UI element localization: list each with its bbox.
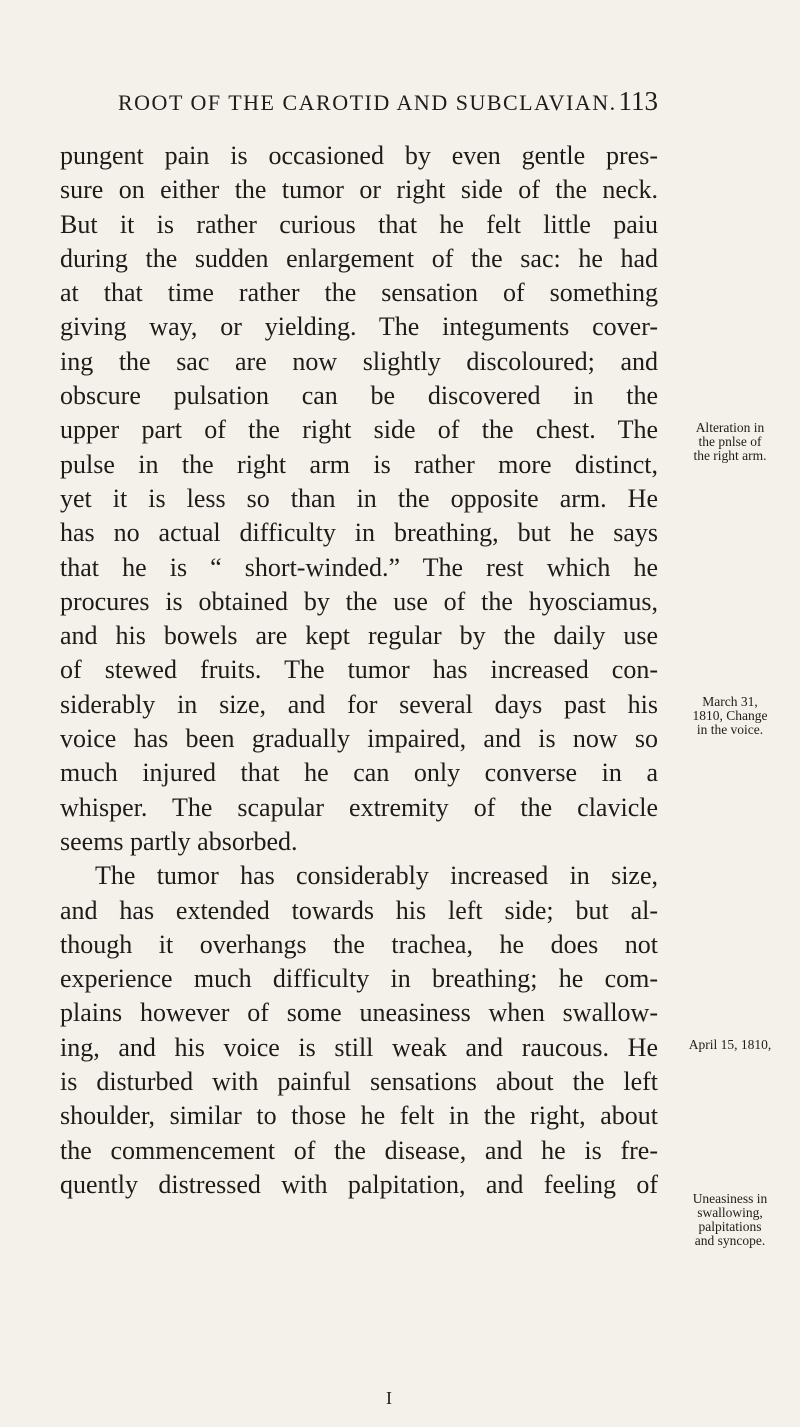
text-line: and his bowels are kept regular by the daily use	[60, 621, 658, 651]
text-line: pulse in the right arm is rather more distinct,	[60, 449, 658, 479]
margin-note-march	[662, 695, 798, 737]
text-line: quently distressed with palpitation, and feeling of	[60, 1169, 658, 1199]
text-line: The tumor has considerably increased in size,	[95, 861, 658, 891]
margin-note-april	[660, 1038, 800, 1052]
text-line: at that time rather the sensation of something	[60, 278, 658, 308]
text-line: has no actual difficulty in breathing, but he says	[60, 518, 658, 548]
margin-note-line: the right arm.	[693, 448, 767, 463]
text-line: siderably in size, and for several days past his	[60, 689, 658, 719]
text-line: and has extended towards his left side; but al-	[60, 895, 658, 925]
text-line: voice has been gradually impaired, and is now so	[60, 724, 658, 754]
text-line: plains however of some uneasiness when swallow-	[60, 998, 658, 1028]
margin-note-line: April 15, 1810,	[688, 1037, 772, 1052]
text-line: that he is “ short-winded.” The rest which he	[60, 552, 658, 582]
text-line: is disturbed with painful sensations about the left	[60, 1067, 658, 1097]
text-line: experience much difficulty in breathing; he com-	[60, 964, 658, 994]
text-line: seems partly absorbed.	[60, 826, 298, 856]
margin-note-line: swallowing,	[697, 1205, 763, 1220]
margin-note-uneasiness	[662, 1192, 798, 1248]
text-line: though it overhangs the trachea, he does not	[60, 929, 658, 959]
margin-note-line: Uneasiness in	[692, 1191, 768, 1206]
text-line: giving way, or yielding. The integuments cover-	[60, 312, 658, 342]
margin-note-line: Alteration in	[695, 420, 765, 435]
margin-note-line: and syncope.	[694, 1233, 766, 1248]
running-title: ROOT OF THE CAROTID AND SUBCLAVIAN.	[118, 90, 617, 115]
margin-note-line: in the voice.	[696, 722, 764, 737]
text-line: But it is rather curious that he felt little paiu	[60, 209, 658, 239]
text-line: ing the sac are now slightly discoloured; and	[60, 346, 658, 376]
page-number: 113	[618, 86, 658, 116]
running-header	[118, 86, 658, 126]
margin-note-line: palpitations	[698, 1219, 762, 1234]
text-line: whisper. The scapular extremity of the clavicle	[60, 792, 658, 822]
text-line: during the sudden enlargement of the sac: he had	[60, 243, 658, 273]
text-line: procures is obtained by the use of the hyosciamus,	[60, 586, 658, 616]
text-line: obscure pulsation can be discovered in the	[60, 381, 658, 411]
text-line: yet it is less so than in the opposite arm. He	[60, 483, 658, 513]
body-text	[60, 139, 658, 1202]
margin-note-alteration	[662, 421, 798, 463]
text-line: shoulder, similar to those he felt in the right, about	[60, 1101, 658, 1131]
margin-note-line: March 31,	[702, 694, 758, 709]
text-line: the commencement of the disease, and he is fre-	[60, 1135, 658, 1165]
signature-mark: I	[386, 1388, 392, 1408]
margin-note-line: 1810, Change	[692, 708, 768, 723]
text-line: upper part of the right side of the chest. The	[60, 415, 658, 445]
text-line: pungent pain is occasioned by even gentle pres-	[60, 141, 658, 170]
text-line: sure on either the tumor or right side of the neck.	[60, 175, 658, 205]
text-line: ing, and his voice is still weak and raucous. He	[60, 1032, 658, 1062]
margin-note-line: the pnlse of	[698, 434, 762, 449]
text-line: much injured that he can only converse in a	[60, 758, 658, 788]
text-line: of stewed fruits. The tumor has increased con-	[60, 655, 658, 685]
